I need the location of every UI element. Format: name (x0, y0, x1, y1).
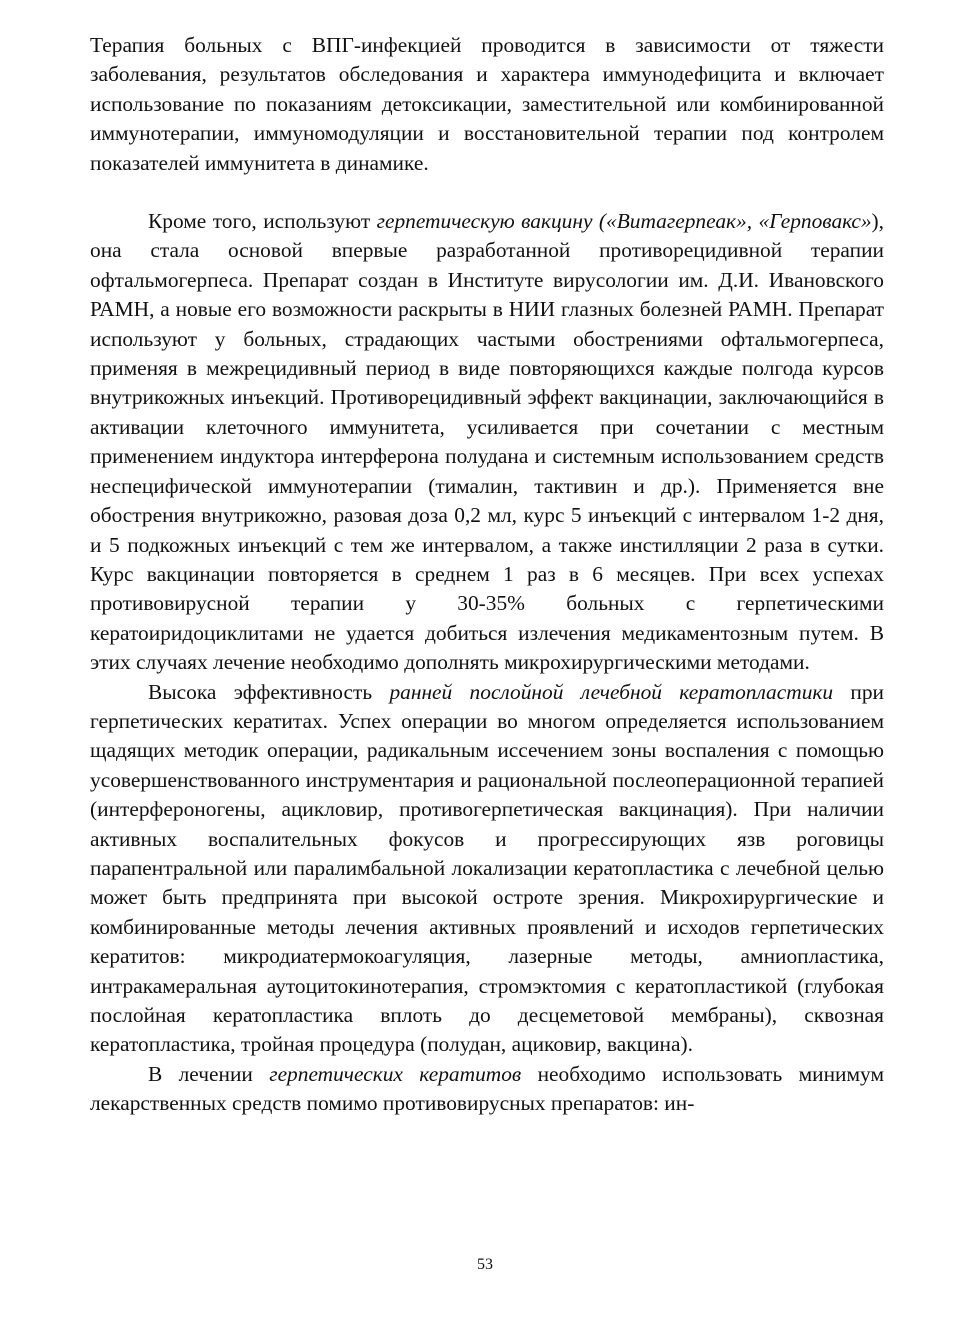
paragraph-text: Терапия больных с ВПГ-инфекцией проводится в зависимости от тяжести заболевания, результатов обследования и характера иммунодефицита и включает использование по показаниям детоксикации, заместительной или комбинированной иммунотерапии, иммуномодуляции и восстановительной терапии под контролем показателей иммунитета в динамике. (90, 33, 884, 175)
paragraph-lead: Кроме того, используют (148, 209, 377, 234)
page-body (90, 31, 884, 1119)
paragraph-lead: В лечении (148, 1061, 270, 1086)
page-number: 53 (477, 1256, 493, 1273)
paragraph-rest: ), она стала основой впервые разработанной противорецидивной терапии офтальмогерпеса. Препарат создан в Институте вирусологии им. Д.И. Ивановского РАМН, а новые его возможности раскрыты в НИИ глазных болезней РАМН. Препарат используют у больных, страдающих частыми обострениями офтальмогерпеса, применяя в межрецидивный период в виде повторяющихся каждые полгода курсов внутрикожных инъекций. Противорецидивный эффект вакцинации, заключающийся в активации клеточного иммунитета, усиливается при сочетании с местным применением индуктора интерферона полудана и системным использованием средств неспецифической иммунотерапии (тималин, тактивин и др.). Применяется вне обострения внутрикожно, разовая доза 0,2 мл, курс 5 инъекций с интервалом 1-2 дня, и 5 подкожных инъекций с тем же интервалом, а также инстилляции 2 раза в сутки. Курс вакцинации повторяется в среднем 1 раз в 6 месяцев. При всех успехах противовирусной терапии у 30-35% больных с герпетическими кератоиридоциклитами не удается добиться излечения медикаментозным путем. В этих случаях лечение необходимо дополнять микрохирургическими методами. (90, 209, 885, 675)
paragraph-therapy-intro (90, 31, 884, 178)
italic-term-vaccine: герпетическую вакцину («Витагерпеак», «Герповакс» (376, 209, 872, 234)
italic-term-keratoplasty: ранней послойной лечебной кератопластики (389, 679, 834, 704)
paragraph-vaccine (90, 207, 884, 678)
paragraph-rest: необходимо использовать минимум лекарственных средств помимо противовирусных препаратов: ин- (90, 1061, 884, 1116)
paragraph-rest: при герпетических кератитах. Успех операции во многом определяется использованием щадящих методик операции, радикальным иссечением зоны воспаления с помощью усовершенствованного инструментария и рациональной послеоперационной терапией (интерфероногены, ацикловир, противогерпетическая вакцинация). При наличии активных воспалительных фокусов и прогрессирующих язв роговицы парапентральной или паралимбальной локализации кератопластика с лечебной целью может быть предпринята при высокой остроте зрения. Микрохирургические и комбинированные методы лечения активных проявлений и исходов герпетических кератитов: микродиатермокоагуляция, лазерные методы, амниопластика, интракамеральная аутоцитокинотерапия, стромэктомия с кератопластикой (глубокая послойная кератопластика вплоть до десцеметовой мембраны), сквозная кератопластика, тройная процедура (полудан, ациковир, вакцина). (90, 679, 884, 1057)
italic-term-keratitis: герпетических кератитов (269, 1061, 522, 1086)
paragraph-keratoplasty (90, 678, 884, 1060)
paragraph-keratitis-treatment (90, 1060, 884, 1119)
paragraph-lead: Высока эффективность (148, 679, 390, 704)
